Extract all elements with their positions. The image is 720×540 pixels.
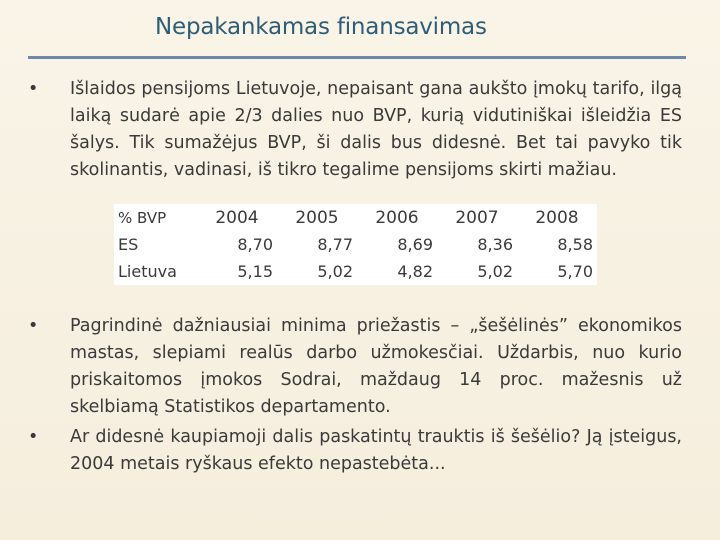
table-cell: 8,77: [317, 235, 353, 254]
title-underline: [28, 56, 686, 59]
bullet-marker: •: [28, 79, 39, 99]
table-row: [114, 258, 597, 285]
table-cell: 8,70: [237, 235, 273, 254]
slide-title: Nepakankamas finansavimas: [155, 14, 487, 40]
pension-spending-table: [114, 204, 597, 285]
table-header-cell: 2005: [295, 207, 339, 228]
bullet-text-2: Pagrindinė dažniausiai minima priežastis – „šešėlinės” ekonomikos mastas, slepiami realūs darbo užmokesčiai. Uždarbis, nuo kurio priskaitomos įmokos Sodrai, maždaug 14 proc. mažesnis už skelbiamą Statistikos departamento.: [70, 316, 682, 417]
bullet-marker: •: [28, 427, 39, 447]
table-header-cell: 2008: [535, 207, 579, 228]
bullet-paragraph-1: [28, 76, 682, 184]
bullet-paragraph-3: [28, 424, 682, 478]
table-header-cell: 2004: [215, 207, 259, 228]
table-row: [114, 231, 597, 258]
table-row-label: ES: [118, 235, 139, 254]
table-cell: 8,36: [477, 235, 513, 254]
bullet-text-3: Ar didesnė kaupiamoji dalis paskatintų trauktis iš šešėlio? Ją įsteigus, 2004 metais ryškaus efekto nepastebėta...: [70, 427, 682, 474]
table-cell: 8,58: [557, 235, 593, 254]
table-cell: 5,15: [237, 262, 273, 281]
bullet-marker: •: [28, 316, 39, 336]
table-header-cell: 2006: [375, 207, 419, 228]
bullet-text-1: Išlaidos pensijoms Lietuvoje, nepaisant gana aukšto įmokų tarifo, ilgą laiką sudarė apie 2/3 dalies nuo BVP, kurią vidutiniškai išleidžia ES šalys. Tik sumažėjus BVP, ši dalis bus didesnė. Bet tai pavyko tik skolinantis, vadinasi, iš tikro tegalime pensijoms skirti mažiau.: [70, 79, 682, 180]
bullet-paragraph-2: [28, 313, 682, 421]
table-cell: 5,02: [317, 262, 353, 281]
table-cell: 5,70: [557, 262, 593, 281]
table-header-cell: 2007: [455, 207, 499, 228]
table-header-row: [114, 204, 597, 231]
table-cell: 5,02: [477, 262, 513, 281]
table-cell: 8,69: [397, 235, 433, 254]
table-header-cell: % BVP: [118, 208, 167, 227]
table-row-label: Lietuva: [118, 262, 177, 281]
table-cell: 4,82: [397, 262, 433, 281]
